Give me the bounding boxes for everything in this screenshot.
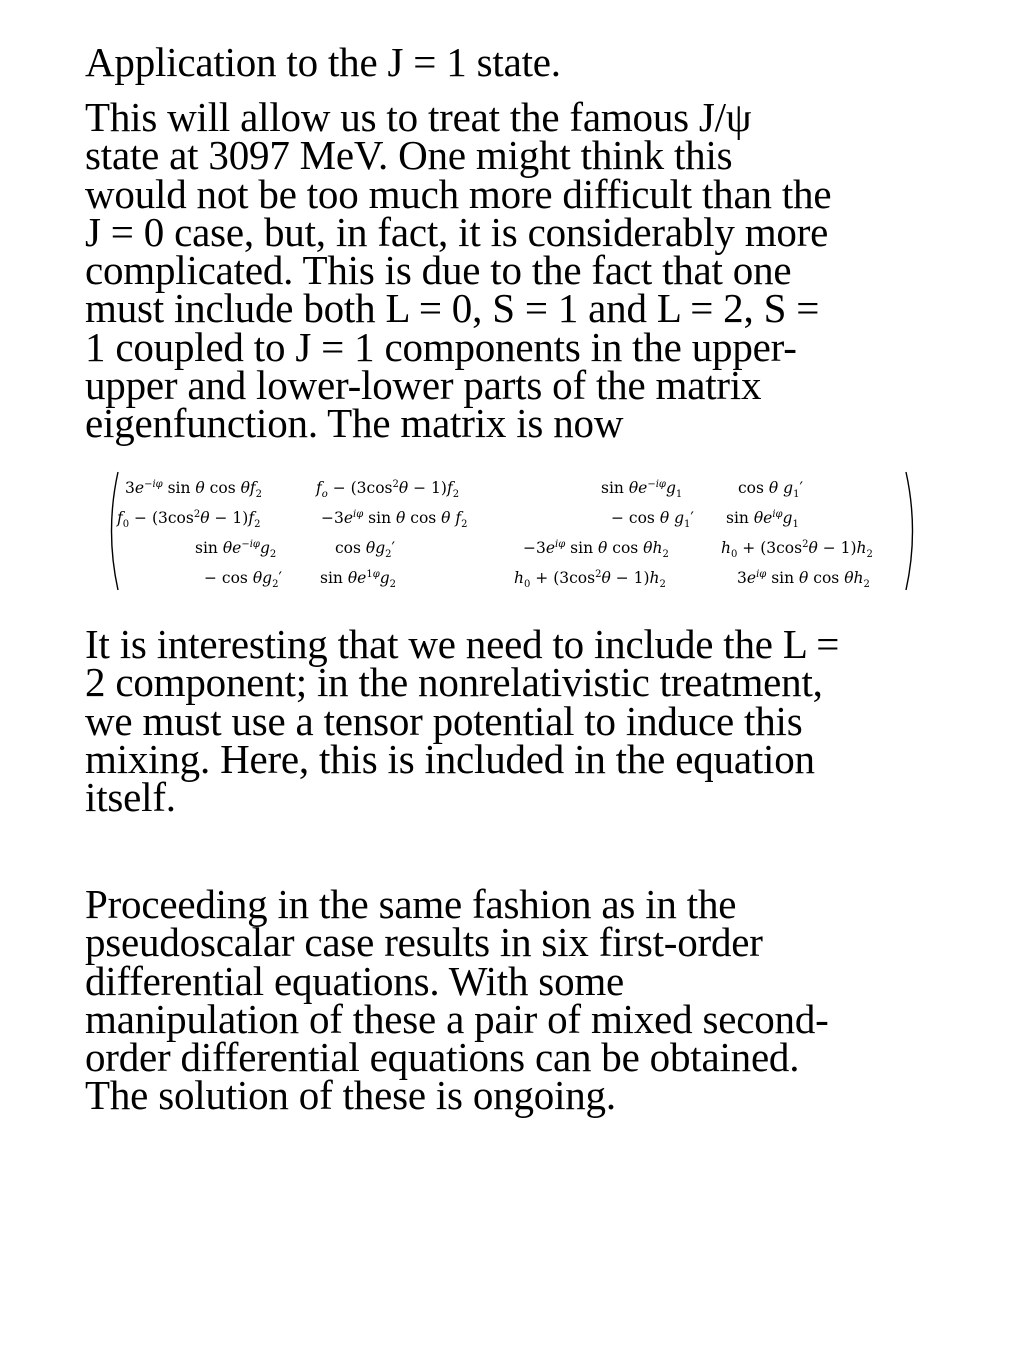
paragraph-line: Proceeding in the same fashion as in the — [85, 881, 737, 927]
paragraph-line: It is interesting that we need to include the L = — [85, 621, 840, 667]
matrix-cell-r1c1: $3e^{-i\varphi}$ sin θ $\cos \theta f_2$ — [125, 478, 263, 501]
slide-heading: Application to the J = 1 state. — [85, 39, 561, 85]
paragraph-line: pseudoscalar case results in six first-order — [85, 919, 763, 966]
paragraph-line: upper and lower-lower parts of the matrix — [85, 362, 762, 409]
paragraph-line: order differential equations can be obtained. — [85, 1034, 800, 1081]
matrix-cell-r1c3: $\sin \theta e^{-i\varphi}g_1$ — [601, 478, 683, 501]
paragraph-line: state at 3097 MeV. One might think this — [85, 132, 733, 179]
conclusion-paragraph — [85, 881, 829, 1119]
left-parenthesis — [104, 470, 120, 592]
matrix-cell-r3c4: $h_0 + (3\cos^2\theta - 1)h_2$ — [721, 538, 873, 561]
right-parenthesis — [904, 470, 920, 592]
paragraph-line: would not be too much more difficult than the — [85, 170, 832, 217]
matrix-cell-r4c2: $\sin \theta e^{1\varphi}g_2$ — [320, 568, 397, 591]
intro-paragraph — [85, 94, 832, 447]
paragraph-line: manipulation of these a pair of mixed second- — [85, 995, 829, 1042]
matrix-cell-r3c3: $-3e^{i\varphi}$ sin θ $\cos \theta h_2$ — [523, 538, 669, 561]
paragraph-line: must include both L = 0, S = 1 and L = 2, S = — [85, 285, 820, 332]
matrix-equation — [104, 470, 924, 592]
matrix-cell-r2c1: $f_0 - (3\cos^2\theta - 1)f_2$ — [117, 508, 261, 531]
paragraph-line: eigenfunction. The matrix is now — [85, 400, 624, 447]
paragraph-line: complicated. This is due to the fact that one — [85, 247, 792, 294]
matrix-cell-r1c2: $f_o - (3\cos^2\theta - 1)f_2$ — [316, 478, 460, 501]
paragraph-line: The solution of these is ongoing. — [85, 1072, 616, 1119]
matrix-cell-r2c3: − cos θ $g_1'$ — [611, 509, 694, 531]
paragraph-line: itself. — [85, 774, 176, 821]
matrix-cell-r2c4: $\sin \theta e^{i\varphi}g_1$ — [726, 508, 799, 531]
matrix-cell-r4c4: $3e^{i\varphi}$ sin θ $\cos \theta h_2$ — [737, 568, 870, 591]
paragraph-line: 1 coupled to J = 1 components in the upper- — [85, 323, 797, 370]
matrix-cell-r4c3: $h_0 + (3\cos^2\theta - 1)h_2$ — [514, 568, 666, 591]
matrix-cell-r4c1: − $\cos \theta g_2'$ — [204, 569, 282, 591]
paragraph-line: J = 0 case, but, in fact, it is considerably more — [85, 208, 829, 255]
paragraph-line: differential equations. With some — [85, 957, 625, 1004]
paragraph-line: This will allow us to treat the famous J/ψ — [85, 94, 752, 140]
matrix-cell-r3c2: $\cos \theta g_2'$ — [335, 539, 396, 561]
tensor-paragraph — [85, 621, 840, 821]
matrix-cell-r3c1: $\sin \theta e^{-i\varphi}g_2$ — [195, 538, 277, 561]
matrix-cell-r2c2: $-3e^{i\varphi}$ sin θ cos θ $f_2$ — [321, 508, 468, 531]
paragraph-line: 2 component; in the nonrelativistic treatment, — [85, 659, 823, 706]
paragraph-line: mixing. Here, this is included in the equation — [85, 735, 815, 782]
matrix-cell-r1c4: cos θ $g_1'$ — [738, 479, 803, 501]
paragraph-line: we must use a tensor potential to induce this — [85, 697, 803, 744]
